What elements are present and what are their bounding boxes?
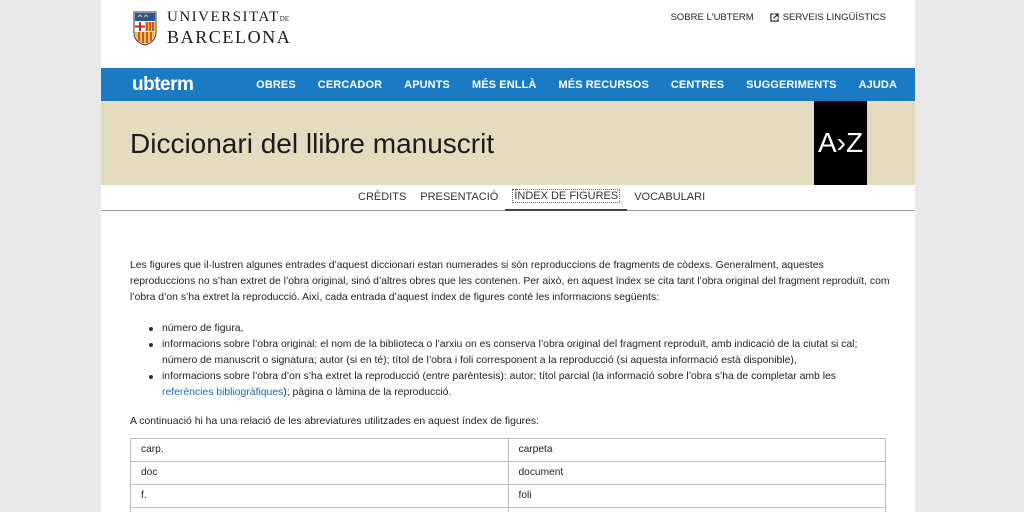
- tab-presentacio[interactable]: PRESENTACIÓ: [420, 191, 499, 203]
- nav-item-apunts[interactable]: APUNTS: [404, 78, 450, 91]
- title-band: [101, 101, 915, 185]
- table-cell: [131, 508, 509, 512]
- site-header: [101, 0, 915, 68]
- top-links: [671, 12, 886, 23]
- list-item: número de figura,: [149, 321, 890, 337]
- top-link-sobre[interactable]: SOBRE L'UBTERM: [670, 12, 754, 23]
- page-title: Diccionari del llibre manuscrit: [130, 128, 495, 159]
- abbreviations-intro: A continuació hi ha una relació de les abreviatures utilitzades en aquest índex de figures:: [130, 416, 539, 427]
- info-list: [149, 321, 890, 401]
- nav-item-centres[interactable]: CENTRES: [670, 78, 725, 91]
- table-cell: foli: [508, 485, 886, 508]
- nav-item-cercador[interactable]: CERCADOR: [317, 78, 383, 91]
- table-cell: document: [508, 462, 886, 485]
- logo-line-1: UNIVERSITATDE: [167, 9, 290, 25]
- top-link-serveis[interactable]: SERVEIS LINGÜÍSTICS: [770, 12, 886, 23]
- nav-item-ajuda[interactable]: AJUDA: [858, 78, 897, 91]
- intro-paragraph: Les figures que il·lustren algunes entrades d’aquest diccionari estan numerades si són reproduccions de fragments de còdexs. Generalment, aquestes reproduccions no s’han extret de l’obra original, sinó d’altres obres que les contenen. Per això, en aquest índex se cita tant l’obra original del fragment reproduït, com l’obra d’on s’ha extret la reproducció. Així, cada entrada d’aquest índex de figures conté les informacions següents:: [130, 260, 890, 303]
- bibliographic-references-link[interactable]: referències bibliogràfiques: [162, 387, 284, 398]
- list-item: informacions sobre l’obra original: el nom de la biblioteca o l’arxiu on es conserva l’obra original del fragment reproduït, amb indicació de la ciutat si cal; número de manuscrit o signatura; autor (si en té); títol de l’obra i foli corresponent a la reproducció (si aquesta informació està disponible),: [149, 337, 890, 369]
- abbreviations-table: [130, 438, 886, 512]
- logo-line-2: BARCELONA: [167, 27, 292, 47]
- nav-item-suggeriments[interactable]: SUGGERIMENTS: [746, 78, 837, 91]
- table-row: [131, 508, 886, 512]
- main-nav: [101, 68, 915, 101]
- table-cell: carpeta: [508, 439, 886, 462]
- az-index-icon[interactable]: A›Z: [814, 101, 867, 185]
- external-link-icon: [770, 13, 779, 22]
- nav-menu: [256, 68, 897, 101]
- page: [101, 0, 915, 512]
- sub-nav: [101, 185, 915, 211]
- table-row: [131, 462, 886, 485]
- university-shield-icon: [133, 10, 157, 46]
- nav-item-mes-recursos[interactable]: MÉS RECURSOS: [558, 78, 649, 91]
- tab-vocabulari[interactable]: VOCABULARI: [634, 191, 706, 203]
- tab-index-de-figures[interactable]: ÍNDEX DE FIGURES: [505, 185, 627, 211]
- university-logo[interactable]: [133, 10, 291, 46]
- table-row: [131, 485, 886, 508]
- table-row: [131, 439, 886, 462]
- main-content: [130, 258, 890, 512]
- table-cell: f.: [131, 485, 509, 508]
- table-cell: [508, 508, 886, 512]
- nav-item-obres[interactable]: OBRES: [256, 78, 296, 91]
- table-cell: carp.: [131, 439, 509, 462]
- table-cell: doc: [131, 462, 509, 485]
- ubterm-brand[interactable]: ubterm: [132, 74, 194, 95]
- list-item: informacions sobre l’obra d’on s’ha extret la reproducció (entre parèntesis): autor; títol parcial (la informació sobre l’obra s’ha de completar amb les referències bibliogràfiques); pàgina o làmina de la reproducció.: [149, 369, 890, 401]
- tab-credits[interactable]: CRÈDITS: [358, 191, 407, 203]
- nav-item-mes-enlla[interactable]: MÉS ENLLÀ: [471, 78, 537, 91]
